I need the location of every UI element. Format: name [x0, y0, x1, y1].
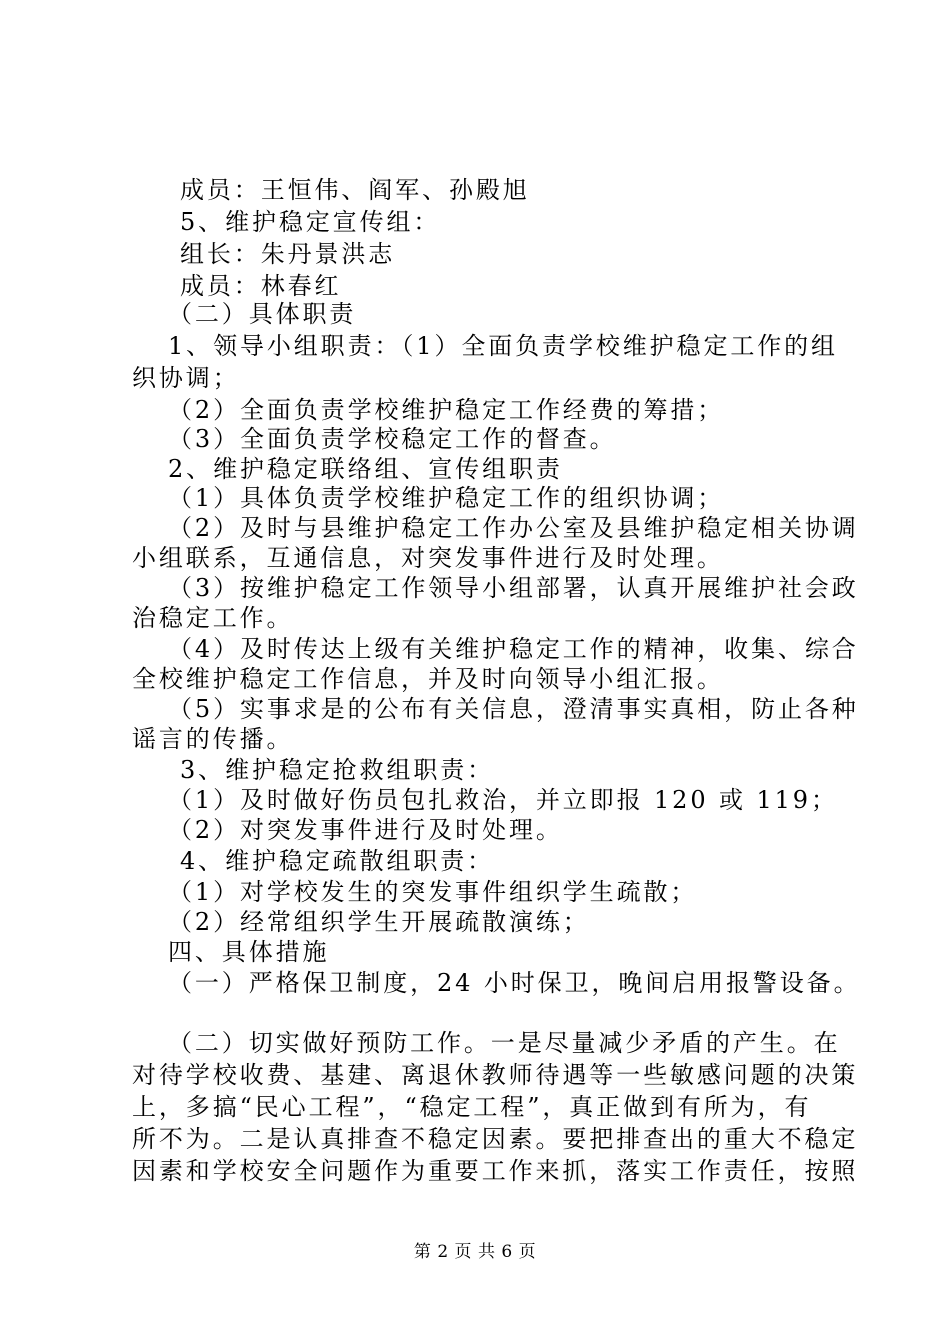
text-line: 5、维护稳定宣传组： — [180, 208, 441, 236]
text-line: 1、领导小组职责：（1）全面负责学校维护稳定工作的组 — [168, 332, 838, 360]
text-line: 全校维护稳定工作信息，并及时向领导小组汇报。 — [132, 665, 724, 693]
text-line: （1）及时做好伤员包扎救治，并立即报 120 或 119； — [168, 786, 838, 814]
text-line: 2、维护稳定联络组、宣传组职责 — [168, 455, 563, 483]
text-line: 织协调； — [132, 364, 240, 392]
text-line: 组长：朱丹景洪志 — [180, 240, 396, 268]
text-line: （2）全面负责学校维护稳定工作经费的筹措； — [168, 396, 725, 424]
text-line: （一）严格保卫制度，24 小时保卫，晚间启用报警设备。 — [168, 969, 861, 997]
text-line: 对待学校收费、基建、离退休教师待遇等一些敏感问题的决策 — [132, 1061, 859, 1089]
text-line: （3）全面负责学校稳定工作的督查。 — [168, 425, 617, 453]
section-heading: 四、具体措施 — [168, 938, 330, 966]
text-line: （1）对学校发生的突发事件组织学生疏散； — [168, 878, 698, 906]
text-line: （2）经常组织学生开展疏散演练； — [168, 908, 590, 936]
text-line: 所不为。二是认真排查不稳定因素。要把排查出的重大不稳定 — [132, 1125, 859, 1153]
text-line: 成员：王恒伟、阎军、孙殿旭 — [180, 176, 530, 204]
text-line: 小组联系，互通信息，对突发事件进行及时处理。 — [132, 544, 724, 572]
text-line: 成员：林春红 — [180, 272, 342, 300]
text-line: （2）及时与县维护稳定工作办公室及县维护稳定相关协调 — [168, 514, 859, 542]
text-line: （1）具体负责学校维护稳定工作的组织协调； — [168, 484, 725, 512]
text-line: 4、维护稳定疏散组职责： — [180, 847, 495, 875]
text-line: （4）及时传达上级有关维护稳定工作的精神，收集、综合 — [168, 635, 859, 663]
text-line: 治稳定工作。 — [132, 604, 294, 632]
text-line: （3）按维护稳定工作领导小组部署，认真开展维护社会政 — [168, 574, 859, 602]
text-line: 因素和学校安全问题作为重要工作来抓，落实工作责任，按照 — [132, 1157, 859, 1185]
text-line: 谣言的传播。 — [132, 725, 294, 753]
text-line: （5）实事求是的公布有关信息，澄清事实真相，防止各种 — [168, 695, 859, 723]
text-line: 3、维护稳定抢救组职责： — [180, 756, 495, 784]
text-line: 上，多搞“民心工程”，“稳定工程”，真正做到有所为，有 — [132, 1093, 812, 1121]
text-line: （2）对突发事件进行及时处理。 — [168, 816, 563, 844]
text-line: （二）切实做好预防工作。一是尽量减少矛盾的产生。在 — [168, 1029, 841, 1057]
section-heading: （二）具体职责 — [168, 300, 357, 328]
page-footer: 第 2 页 共 6 页 — [413, 1242, 537, 1262]
